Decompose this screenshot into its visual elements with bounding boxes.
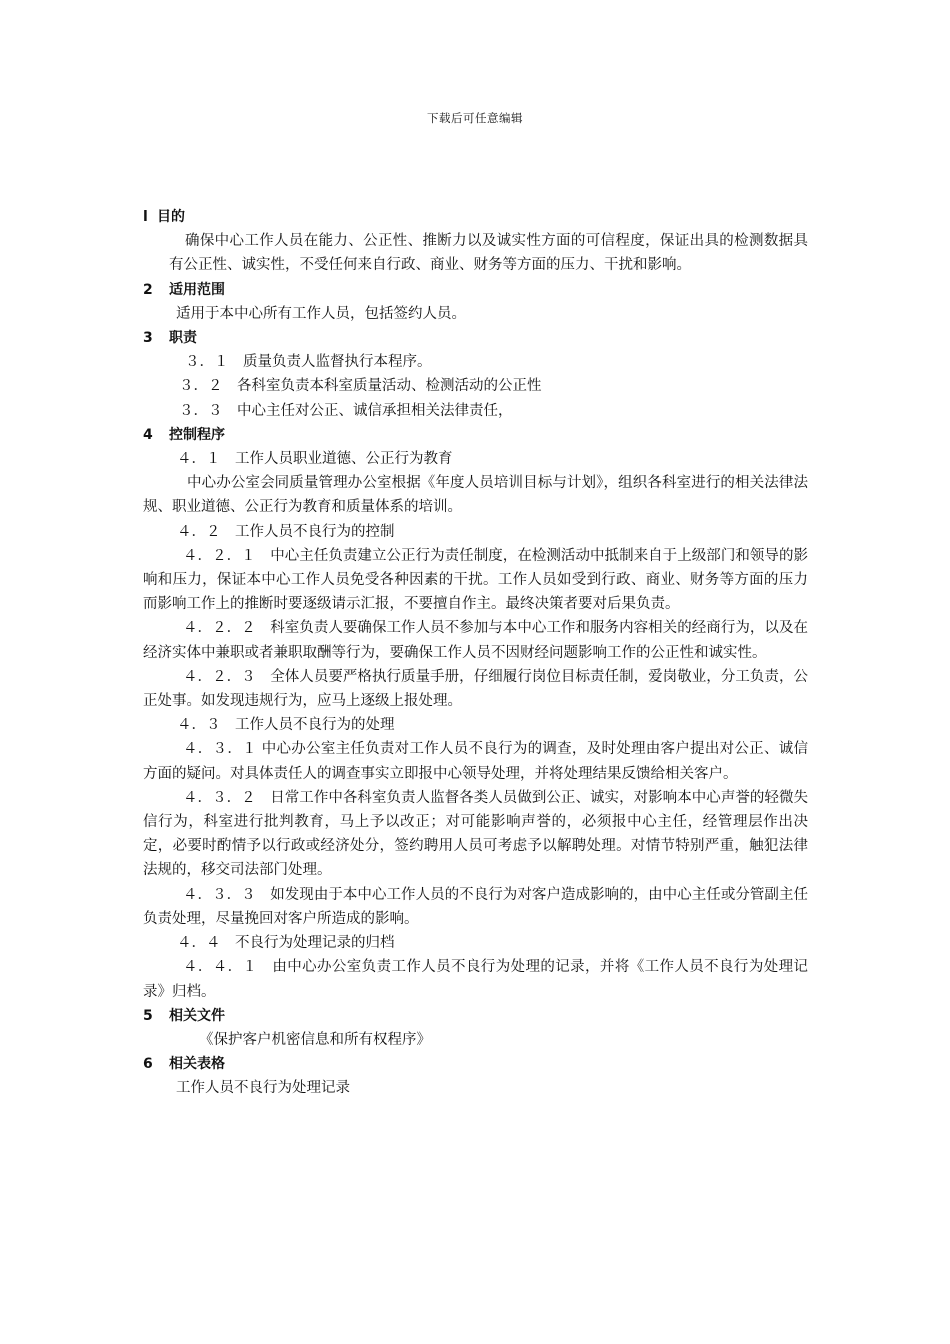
section-3-heading bbox=[143, 326, 808, 350]
section-6-number: 6 bbox=[143, 1056, 153, 1073]
subsection-4-1-heading: ４．１ 工作人员职业道德、公正行为教育 bbox=[177, 451, 453, 468]
section-5-number: 5 bbox=[143, 1007, 153, 1024]
subsection-4-3-heading: ４．３ 工作人员不良行为的处理 bbox=[177, 717, 395, 734]
subsection-4-2-heading: ４．２ 工作人员不良行为的控制 bbox=[177, 523, 395, 540]
subsection-4-1-text: 中心办公室会同质量管理办公室根据《年度人员培训目标与计划》，组织各科室进行的相关法律法规、职业道德、公正行为教育和质量体系的培训。 bbox=[143, 475, 808, 516]
clause-4-3-2: ４．３．２ 日常工作中各科室负责人监督各类人员做到公正、诚实，对影响本中心声誉的轻微失信行为，科室进行批判教育，马上予以改正；对可能影响声誉的，必须报中心主任，经管理层作出决定，必要时酌情予以行政或经济处分，签约聘用人员可考虑予以解聘处理。对情节特别严重，触犯法律法规的，移交司法部门处理。 bbox=[143, 789, 808, 879]
section-1-title: 目的 bbox=[157, 209, 185, 225]
related-document-item: 《保护客户机密信息和所有权程序》 bbox=[199, 1031, 431, 1048]
subsection-4-4-heading: ４．４ 不良行为处理记录的归档 bbox=[177, 935, 395, 952]
section-2-heading bbox=[143, 278, 808, 302]
clause-4-2-3: ４．２．３ 全体人员要严格执行质量手册，仔细履行岗位目标责任制，爱岗敬业，分工负责，公正处事。如发现违规行为，应马上逐级上报处理。 bbox=[143, 668, 808, 710]
section-3-number: 3 bbox=[143, 330, 153, 347]
section-4-heading bbox=[143, 423, 808, 447]
section-4-number: 4 bbox=[143, 426, 153, 443]
clause-4-3-1: ４．３．１ 中心办公室主任负责对工作人员不良行为的调查，及时处理由客户提出对公正、诚信方面的疑问。对具体责任人的调查事实立即报中心领导处理，并将处理结果反馈给相关客户。 bbox=[143, 741, 808, 782]
responsibility-item: ３．２ 各科室负责本科室质量活动、检测活动的公正性 bbox=[179, 378, 542, 395]
section-6-heading bbox=[143, 1052, 808, 1076]
section-2-text: 适用于本中心所有工作人员，包括签约人员。 bbox=[176, 305, 466, 322]
responsibility-item: ３．３ 中心主任对公正、诚信承担相关法律责任， bbox=[179, 402, 513, 419]
section-2-number: 2 bbox=[143, 281, 153, 298]
section-6-title: 相关表格 bbox=[169, 1056, 225, 1073]
related-form-item: 工作人员不良行为处理记录 bbox=[176, 1080, 350, 1097]
section-3-title: 职责 bbox=[169, 330, 197, 347]
section-2-title: 适用范围 bbox=[169, 281, 225, 298]
document-body bbox=[143, 205, 808, 1101]
section-1-heading bbox=[143, 205, 808, 229]
clause-4-2-1: ４．２．１ 中心主任负责建立公正行为责任制度，在检测活动中抵制来自于上级部门和领导的影响和压力，保证本中心工作人员免受各种因素的干扰。工作人员如受到行政、商业、财务等方面的压力而影响工作上的推断时要逐级请示汇报，不要擅自作主。最终决策者要对后果负责。 bbox=[143, 547, 808, 613]
clause-4-4-1: ４．４．１ 由中心办公室负责工作人员不良行为处理的记录，并将《工作人员不良行为处理记录》归档。 bbox=[143, 959, 808, 1000]
section-1-number: l bbox=[143, 209, 148, 225]
section-5-heading bbox=[143, 1004, 808, 1028]
clause-4-3-3: ４．３．３ 如发现由于本中心工作人员的不良行为对客户造成影响的，由中心主任或分管副主任负责处理，尽量挽回对客户所造成的影响。 bbox=[143, 886, 808, 927]
section-4-title: 控制程序 bbox=[169, 426, 225, 443]
page-header: 下载后可任意编辑 bbox=[427, 111, 523, 125]
section-5-title: 相关文件 bbox=[169, 1007, 225, 1024]
clause-4-2-2: ４．２．２ 科室负责人要确保工作人员不参加与本中心工作和服务内容相关的经商行为，以及在经济实体中兼职或者兼职取酬等行为，要确保工作人员不因财经问题影响工作的公正性和诚实性。 bbox=[143, 620, 808, 661]
section-1-text: 确保中心工作人员在能力、公正性、推断力以及诚实性方面的可信程度，保证出具的检测数据具有公正性、诚实性，不受任何来自行政、商业、财务等方面的压力、干扰和影响。 bbox=[169, 233, 808, 274]
responsibility-item: ３．１ 质量负责人监督执行本程序。 bbox=[185, 354, 432, 371]
